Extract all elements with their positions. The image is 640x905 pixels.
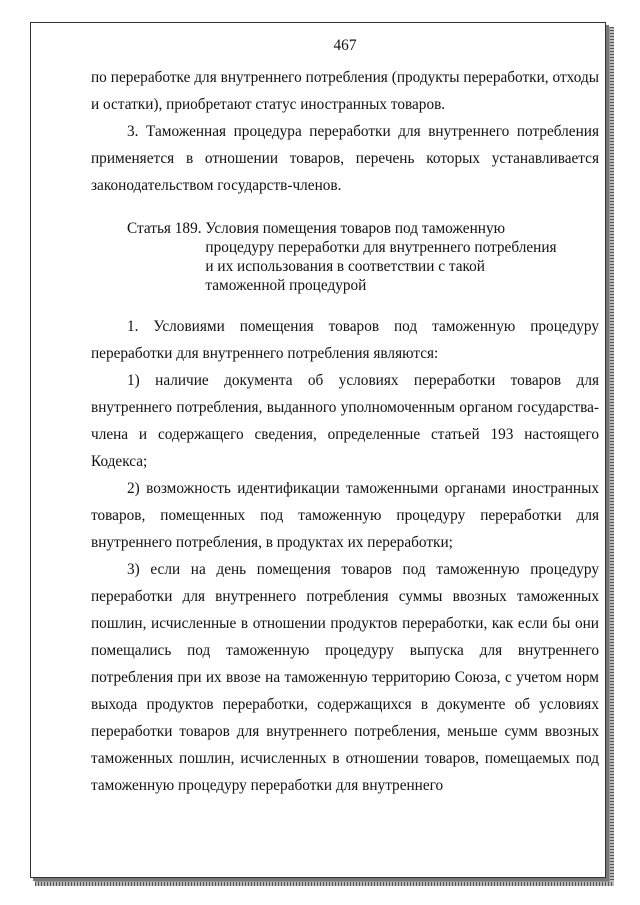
article-title-line: процедуру переработки для внутреннего потребления: [205, 239, 557, 256]
paragraph: 3) если на день помещения товаров под таможенную процедуру переработки для внутреннего потребления суммы ввозных таможенных пошлин, исчисленные в отношении продуктов переработки, как если бы они помещались под таможенную процедуру выпуска для внутреннего потребления при их ввозе на таможенную территорию Союза, с учетом норм выхода продуктов переработки, содержащихся в документе об условиях переработки товаров для внутреннего потребления, меньше сумм ввозных таможенных пошлин, исчисленных в отношении товаров, помещаемых под таможенную процедуру переработки для внутреннего: [91, 561, 599, 794]
paragraph: 3. Таможенная процедура переработки для внутреннего потребления применяется в отношении товаров, перечень которых устанавливается законодательством государств-членов.: [91, 123, 599, 194]
article-title-line: и их использования в соответствии с такой: [205, 258, 485, 275]
article-number: Статья 189.: [127, 220, 202, 237]
paragraph: по переработке для внутреннего потребления (продукты переработки, отходы и остатки), приобретают статус иностранных товаров.: [91, 69, 599, 113]
page-content: [91, 35, 599, 799]
article-title: [205, 219, 599, 295]
article-title-line: Условия помещения товаров под таможенную: [205, 220, 506, 237]
document-page: [30, 22, 606, 878]
article-title-line: таможенной процедурой: [205, 277, 367, 294]
paragraph: 1. Условиями помещения товаров под таможенную процедуру переработки для внутреннего потребления являются:: [91, 318, 599, 362]
paragraph: 1) наличие документа об условиях переработки товаров для внутреннего потребления, выданного уполномоченным органом государства-члена и содержащего сведения, определенные статьей 193 настоящего Кодекса;: [91, 372, 599, 470]
page-number: 467: [333, 37, 357, 54]
paragraph: 2) возможность идентификации таможенными органами иностранных товаров, помещенных под таможенную процедуру переработки для внутреннего потребления, в продуктах их переработки;: [91, 480, 599, 551]
article-heading: [91, 219, 599, 295]
